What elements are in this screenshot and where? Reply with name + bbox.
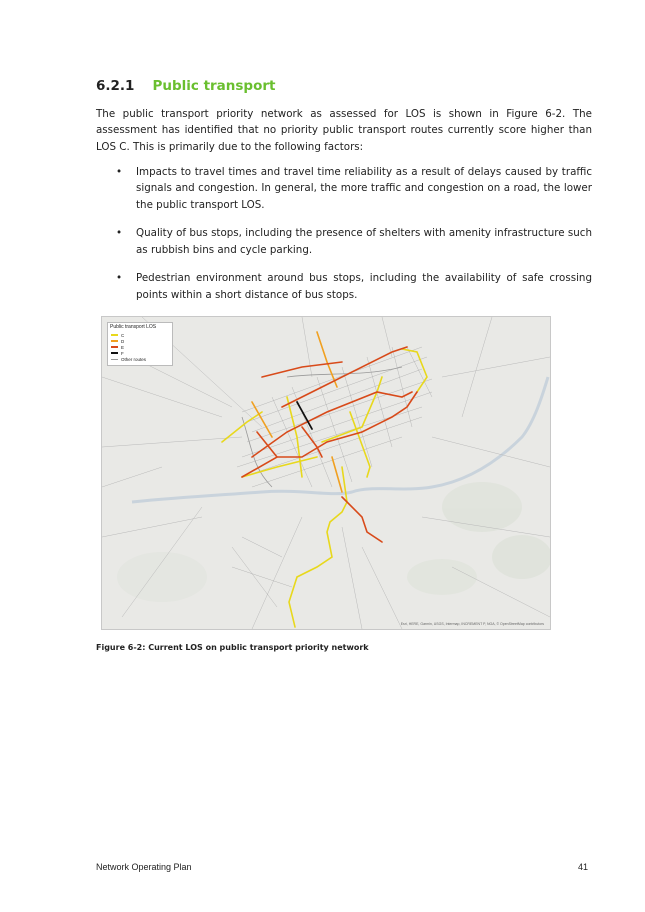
map-legend [107, 322, 173, 366]
intro-paragraph: The public transport priority network as assessed for LOS is shown in Figure 6-2. The assessment has identified that no priority public transport routes currently score higher than LOS C. This is primarily due to the following factors: [96, 108, 592, 153]
bullet-icon: • [116, 166, 123, 178]
legend-label: Other routes [121, 356, 147, 362]
figure-caption: Figure 6-2: Current LOS on public transport priority network [96, 643, 369, 652]
bullet-icon: • [116, 272, 123, 285]
factor-list [96, 164, 592, 316]
map-attribution: Esri, HERE, Garmin, USGS, Intermap, INCREMENT P, NGA, © OpenStreetMap contributors [400, 622, 544, 626]
legend-title: Public transport LOS [110, 324, 157, 330]
legend-label: D [121, 338, 125, 344]
list-item [96, 225, 592, 258]
legend-label: C [121, 332, 125, 338]
list-item [96, 164, 592, 213]
legend-label: F [121, 350, 124, 356]
section-title: Public transport [152, 78, 276, 94]
section-number: 6.2.1 [96, 78, 135, 94]
bullet-text: Impacts to travel times and travel time reliability as a result of delays caused by traffic signals and congestion. In general, the more traffic and congestion on a road, the lower the public transport LOS. [136, 166, 592, 211]
section-heading [96, 78, 275, 94]
page-number: 41 [578, 862, 589, 872]
list-item [96, 270, 592, 303]
legend-swatch [111, 359, 118, 360]
legend-swatch [111, 346, 118, 348]
legend-item-other [111, 356, 146, 362]
bullet-text: Quality of bus stops, including the presence of shelters with amenity infrastructure such as rubbish bins and cycle parking. [136, 227, 592, 256]
legend-swatch [111, 340, 118, 342]
network-map [101, 316, 551, 630]
legend-label: E [121, 344, 125, 350]
bullet-icon: • [116, 227, 123, 240]
bullet-text: Pedestrian environment around bus stops, including the availability of safe crossing points within a short distance of bus stops. [136, 272, 592, 301]
legend-swatch [111, 352, 118, 354]
footer-title: Network Operating Plan [96, 862, 192, 872]
legend-swatch [111, 334, 118, 336]
